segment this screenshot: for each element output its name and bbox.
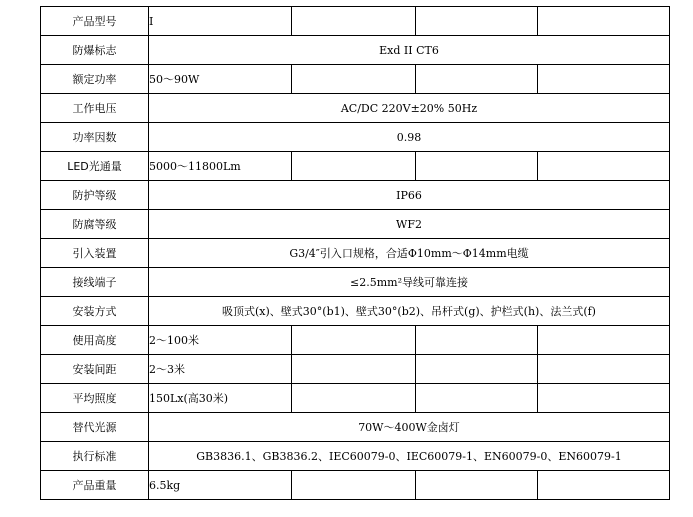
empty-cell <box>538 326 670 355</box>
row-value: GB3836.1、GB3836.2、IEC60079-0、IEC60079-1、EN60079-0、EN60079-1 <box>149 442 670 471</box>
empty-cell <box>416 152 538 181</box>
table-row <box>41 181 670 210</box>
table-row <box>41 65 670 94</box>
table-row <box>41 384 670 413</box>
row-label: 额定功率 <box>41 65 149 94</box>
row-label: 引入装置 <box>41 239 149 268</box>
empty-cell <box>292 152 416 181</box>
row-value: 吸顶式(x)、壁式30°(b1)、壁式30°(b2)、吊杆式(g)、护栏式(h)、法兰式(f) <box>149 297 670 326</box>
empty-cell <box>292 355 416 384</box>
row-label: 产品重量 <box>41 471 149 500</box>
row-value: ≤2.5mm²导线可靠连接 <box>149 268 670 297</box>
table-row <box>41 36 670 65</box>
row-value: I <box>149 7 292 36</box>
row-value: Exd II CT6 <box>149 36 670 65</box>
empty-cell <box>538 471 670 500</box>
table-row <box>41 326 670 355</box>
empty-cell <box>538 355 670 384</box>
table-row <box>41 268 670 297</box>
table-row <box>41 297 670 326</box>
row-value: AC/DC 220V±20% 50Hz <box>149 94 670 123</box>
spec-table <box>40 6 670 500</box>
row-value: 70W～400W金卤灯 <box>149 413 670 442</box>
row-value: 5000～11800Lm <box>149 152 292 181</box>
empty-cell <box>538 65 670 94</box>
row-label: 功率因数 <box>41 123 149 152</box>
table-row <box>41 210 670 239</box>
table-row <box>41 355 670 384</box>
empty-cell <box>416 65 538 94</box>
empty-cell <box>416 471 538 500</box>
row-value: 50～90W <box>149 65 292 94</box>
row-label: 安装方式 <box>41 297 149 326</box>
row-label: 使用高度 <box>41 326 149 355</box>
empty-cell <box>292 471 416 500</box>
empty-cell <box>416 326 538 355</box>
row-label: 替代光源 <box>41 413 149 442</box>
row-label: 执行标准 <box>41 442 149 471</box>
row-label: 工作电压 <box>41 94 149 123</box>
row-label: 产品型号 <box>41 7 149 36</box>
row-label: 平均照度 <box>41 384 149 413</box>
empty-cell <box>292 326 416 355</box>
empty-cell <box>416 355 538 384</box>
table-row <box>41 239 670 268</box>
spec-table-body <box>41 7 670 500</box>
row-label: LED光通量 <box>41 152 149 181</box>
empty-cell <box>292 7 416 36</box>
empty-cell <box>538 7 670 36</box>
empty-cell <box>416 7 538 36</box>
row-value: 0.98 <box>149 123 670 152</box>
empty-cell <box>538 384 670 413</box>
row-value: 150Lx(高30米) <box>149 384 292 413</box>
table-row <box>41 7 670 36</box>
row-label: 接线端子 <box>41 268 149 297</box>
row-label: 防护等级 <box>41 181 149 210</box>
empty-cell <box>538 152 670 181</box>
table-row <box>41 123 670 152</box>
empty-cell <box>292 65 416 94</box>
table-row <box>41 442 670 471</box>
table-row <box>41 94 670 123</box>
table-row <box>41 471 670 500</box>
table-row <box>41 152 670 181</box>
row-label: 防腐等级 <box>41 210 149 239</box>
row-label: 安装间距 <box>41 355 149 384</box>
empty-cell <box>416 384 538 413</box>
table-row <box>41 413 670 442</box>
empty-cell <box>292 384 416 413</box>
row-value: 6.5kg <box>149 471 292 500</box>
row-value: IP66 <box>149 181 670 210</box>
row-label: 防爆标志 <box>41 36 149 65</box>
row-value: WF2 <box>149 210 670 239</box>
row-value: 2～3米 <box>149 355 292 384</box>
row-value: G3/4″引入口规格，合适Φ10mm～Φ14mm电缆 <box>149 239 670 268</box>
row-value: 2～100米 <box>149 326 292 355</box>
